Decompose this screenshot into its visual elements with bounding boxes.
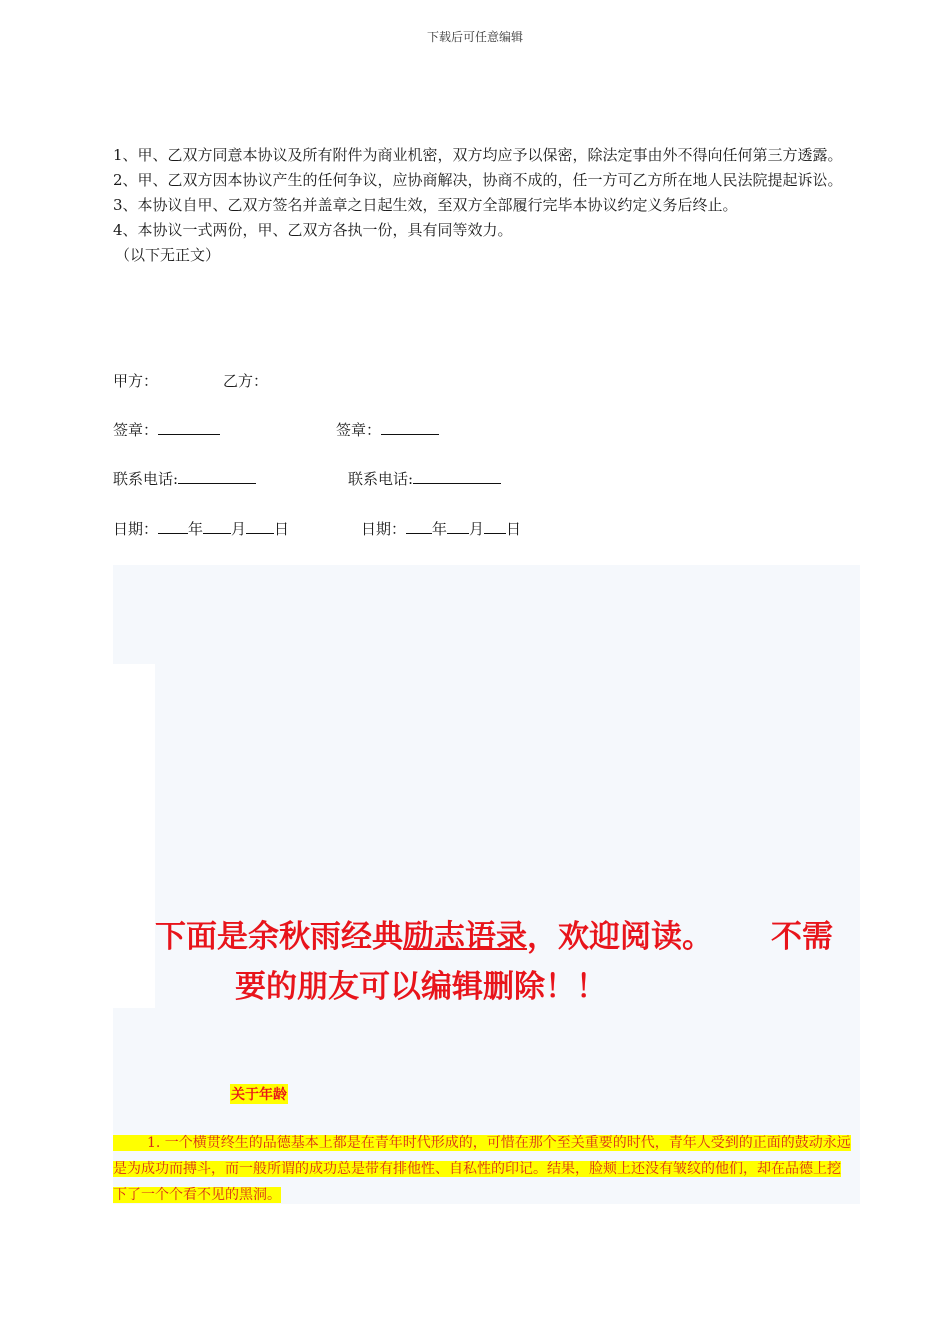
seal-label: 签章： [113, 421, 159, 439]
promo-text-a: 下面是余秋雨经典 [155, 919, 403, 955]
quote-text: 1. 一个横贯终生的品德基本上都是在青年时代形成的，可惜在那个至关重要的时代，青年人受到的正面的鼓动永远是为成功而搏斗，而一般所谓的成功总是带有排他性、自私性的印记。结果，脸颊上还没有皱纹的他们，却在品德上挖下了一个个看不见的黑洞。 [113, 1135, 851, 1203]
phone-label: 联系电话: [113, 470, 179, 488]
phone-blank[interactable] [178, 467, 256, 484]
section-title: 关于年龄 [230, 1084, 288, 1104]
month-blank[interactable] [447, 517, 469, 534]
party-a-phone [113, 467, 256, 491]
party-a-seal [113, 418, 220, 442]
party-b-seal [336, 418, 439, 442]
promo-text-underlined: 励志语录 [403, 919, 527, 955]
year-label: 年 [188, 520, 204, 538]
day-label: 日 [506, 520, 522, 538]
seal-label: 签章： [336, 421, 382, 439]
seal-blank[interactable] [381, 418, 439, 435]
party-a-label: 甲方： [113, 372, 159, 390]
year-label: 年 [432, 520, 448, 538]
clause-2: 2、甲、乙双方因本协议产生的任何争议，应协商解决，协商不成的，任一方可乙方所在地人民法院提起诉讼。 [113, 171, 843, 189]
party-b-label: 乙方： [223, 372, 269, 390]
party-a-date [113, 517, 289, 541]
day-blank[interactable] [246, 517, 274, 534]
no-more-text: （以下无正文） [115, 246, 221, 264]
party-b-phone [348, 467, 501, 491]
clause-4: 4、本协议一式两份，甲、乙双方各执一份，具有同等效力。 [113, 221, 513, 239]
quote-paragraph [113, 1130, 853, 1208]
content-panel-top [113, 565, 860, 664]
page-header: 下载后可任意编辑 [426, 30, 523, 44]
date-label: 日期： [361, 520, 407, 538]
phone-label: 联系电话: [348, 470, 414, 488]
promo-text-d: 不需 [771, 919, 833, 955]
agreement-clauses [113, 143, 860, 268]
month-blank[interactable] [203, 517, 231, 534]
year-blank[interactable] [406, 517, 432, 534]
promo-banner [155, 912, 860, 1012]
phone-blank[interactable] [413, 467, 501, 484]
seal-blank[interactable] [158, 418, 220, 435]
day-label: 日 [274, 520, 290, 538]
month-label: 月 [231, 520, 247, 538]
promo-line-2: 要的朋友可以编辑删除！！ [235, 969, 607, 1005]
month-label: 月 [469, 520, 485, 538]
date-label: 日期： [113, 520, 159, 538]
promo-text-c: ，欢迎阅读。 [527, 919, 713, 955]
clause-1: 1、甲、乙双方同意本协议及所有附件为商业机密，双方均应予以保密，除法定事由外不得向任何第三方透露。 [113, 146, 843, 164]
promo-line-1 [155, 912, 860, 962]
day-blank[interactable] [484, 517, 506, 534]
clause-3: 3、本协议自甲、乙双方签名并盖章之日起生效，至双方全部履行完毕本协议约定义务后终止。 [113, 196, 738, 214]
year-blank[interactable] [158, 517, 188, 534]
party-b-date [361, 517, 521, 541]
